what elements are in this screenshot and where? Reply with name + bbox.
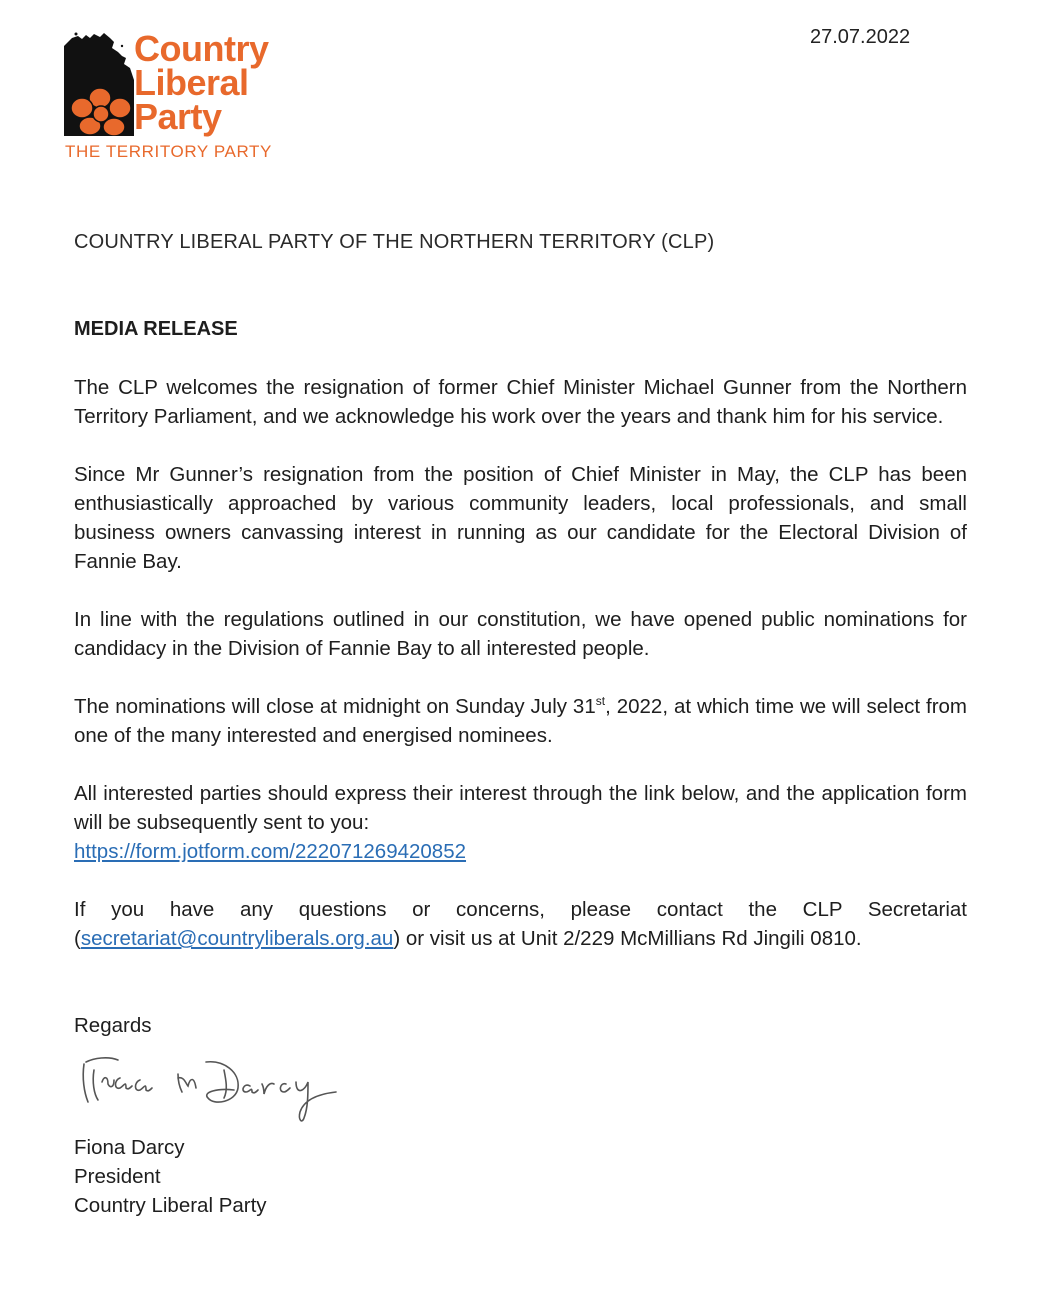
paragraph-5 [74, 779, 967, 866]
handwritten-signature-icon [74, 1048, 354, 1133]
paragraph-4-text-start: The nominations will close at midnight on Sunday July 31 [74, 695, 596, 718]
paragraph-4-text-end: , 2022, at which time we will select from one of the many interested and energised nominees. [74, 695, 967, 747]
logo-line-country: Country [134, 28, 269, 69]
closing: Regards [74, 1014, 152, 1037]
letter-body [74, 228, 967, 1220]
logo-line-party: Party [134, 96, 222, 137]
paragraph-6-text-end: ) or visit us at Unit 2/229 McMillians Rd Jingili 0810. [393, 927, 862, 950]
release-date: 27.07.2022 [810, 26, 911, 48]
northern-territory-map-desert-rose-icon [64, 30, 136, 136]
organization-heading: COUNTRY LIBERAL PARTY OF THE NORTHERN TERRITORY (CLP) [74, 231, 715, 253]
signatory-name: Fiona Darcy [74, 1136, 185, 1159]
paragraph-6 [74, 895, 967, 953]
paragraph-3: In line with the regulations outlined in our constitution, we have opened public nominations for candidacy in the Division of Fannie Bay to all interested people. [74, 608, 967, 660]
logo-wordmark [134, 28, 269, 137]
clp-logo [64, 30, 304, 165]
secretariat-email-link[interactable]: secretariat@countryliberals.org.au [80, 927, 394, 950]
paragraph-4 [74, 692, 967, 750]
media-release-label: MEDIA RELEASE [74, 318, 238, 340]
signatory-block [74, 1133, 967, 1220]
ordinal-suffix: st [595, 694, 606, 709]
paragraph-1: The CLP welcomes the resignation of former Chief Minister Michael Gunner from the Northern Territory Parliament, and we acknowledge his work over the years and thank him for his service. [74, 376, 967, 428]
jotform-link[interactable]: https://form.jotform.com/222071269420852 [74, 840, 467, 863]
signatory-organization: Country Liberal Party [74, 1194, 267, 1217]
paragraph-2: Since Mr Gunner’s resignation from the position of Chief Minister in May, the CLP has been enthusiastically approached by various community leaders, local professionals, and small business owners canvassing interest in running as our candidate for the Electoral Division of Fannie Bay. [74, 463, 967, 573]
signature-area [74, 1048, 354, 1133]
logo-line-liberal: Liberal [134, 62, 249, 103]
signatory-title: President [74, 1165, 161, 1188]
paragraph-5-text: All interested parties should express their interest through the link below, and the application form will be subsequently sent to you: [74, 782, 967, 834]
logo-tagline: THE TERRITORY PARTY [65, 142, 272, 161]
paragraph-6-text-start: If you have any questions or concerns, please contact the CLP Secretariat ( [74, 898, 967, 950]
